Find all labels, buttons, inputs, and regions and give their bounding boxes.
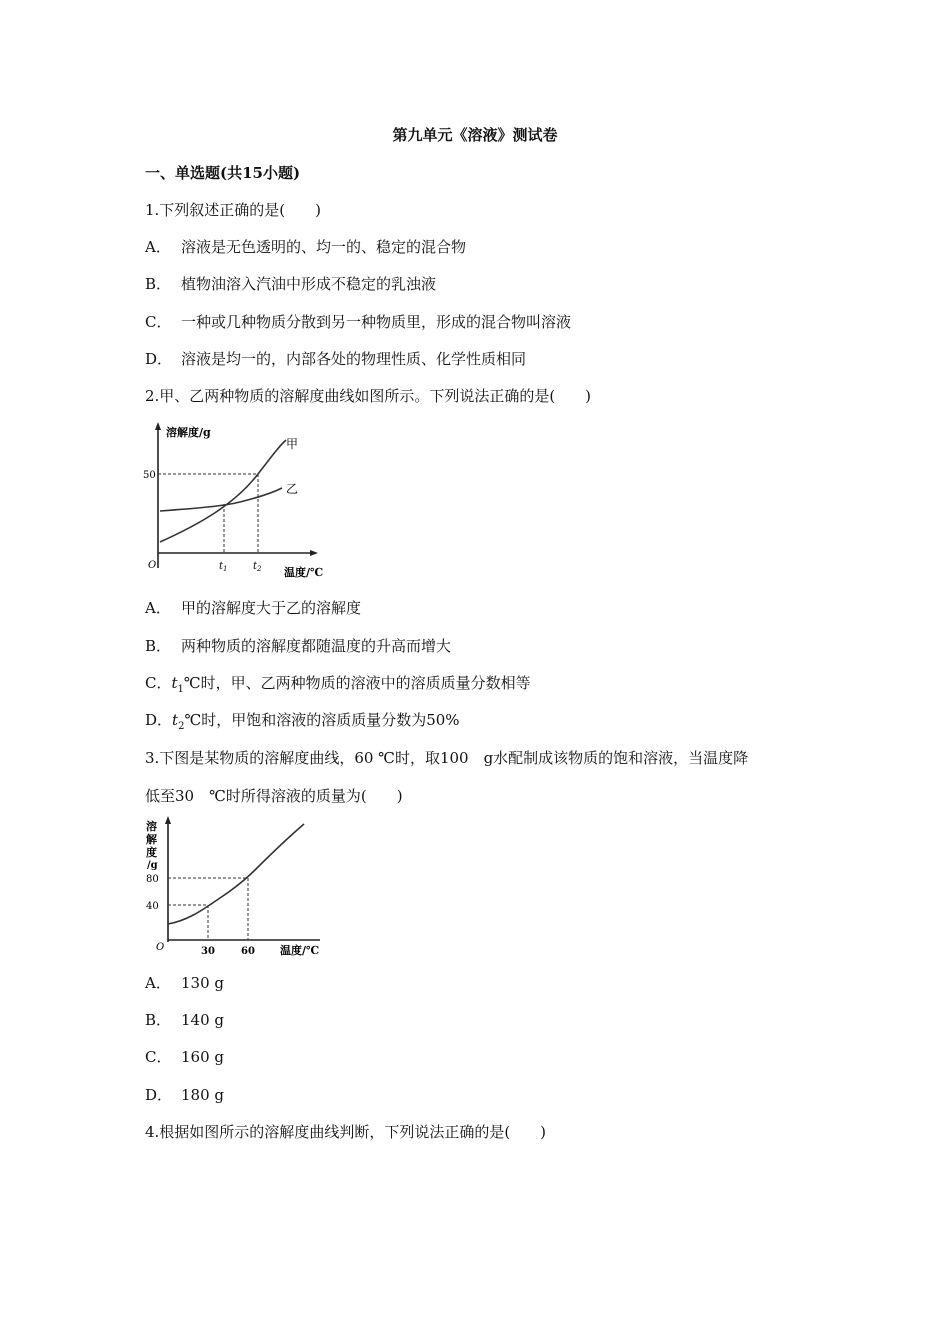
x-tick-60: 60 — [241, 946, 255, 957]
section-heading: 一、单选题(共15小题) — [145, 164, 301, 182]
option-text: 植物油溶入汽油中形成不稳定的乳浊液 — [181, 275, 437, 293]
page-title: 第九单元《溶液》测试卷 — [392, 126, 558, 144]
option-text: 130 g — [181, 974, 225, 992]
solubility-curve — [168, 824, 304, 924]
q2-option-a — [145, 597, 361, 618]
option-text: ℃时，甲饱和溶液的溶质质量分数为50% — [184, 711, 460, 729]
x-tick-t: t — [219, 561, 224, 572]
q3-option-d — [145, 1084, 224, 1105]
subscript: 2 — [178, 721, 185, 732]
q1-option-a — [145, 236, 466, 257]
option-letter: C． — [145, 313, 172, 331]
option-letter: D． — [145, 1086, 173, 1104]
y-axis-label: 溶解度/g — [166, 426, 211, 439]
q3-option-a — [145, 972, 224, 993]
option-letter: A． — [145, 599, 171, 617]
origin-label: O — [148, 560, 157, 571]
y-label-char: 溶 — [146, 820, 157, 833]
q1-option-d — [145, 348, 526, 369]
q2-option-b — [145, 635, 451, 656]
temperature-symbol: t — [172, 711, 179, 729]
x-axis-arrow — [310, 550, 318, 556]
temperature-symbol: t — [171, 674, 178, 692]
q3-option-c — [145, 1046, 224, 1067]
y-label-char: 解 — [146, 833, 157, 846]
q2-option-c — [145, 672, 531, 695]
x-tick-sub: 1 — [223, 565, 228, 573]
option-letter: A． — [145, 238, 171, 256]
option-letter: D． — [145, 711, 173, 729]
x-tick-30: 30 — [201, 946, 215, 957]
subscript: 1 — [177, 684, 184, 695]
curve-jia — [160, 440, 286, 542]
option-text: 180 g — [181, 1086, 225, 1104]
question-4-stem: 4.根据如图所示的溶解度曲线判断，下列说法正确的是( ) — [145, 1123, 547, 1141]
option-text: 一种或几种物质分散到另一种物质里，形成的混合物叫溶液 — [181, 313, 572, 331]
option-letter: C． — [145, 674, 172, 692]
y-axis-arrow — [165, 816, 171, 824]
question-1-stem: 1.下列叙述正确的是( ) — [145, 201, 322, 219]
option-letter: B． — [145, 1011, 172, 1029]
y-tick-40: 40 — [146, 901, 159, 912]
option-text: 140 g — [181, 1011, 225, 1029]
series-label-yi: 乙 — [286, 482, 299, 496]
x-tick-t: t — [253, 561, 258, 572]
x-tick-t1 — [219, 561, 228, 573]
x-axis-label: 温度/℃ — [284, 566, 324, 579]
option-letter: D． — [145, 350, 173, 368]
q2-option-d — [145, 709, 460, 732]
option-text: 溶液是无色透明的、均一的、稳定的混合物 — [181, 238, 467, 256]
option-letter: A． — [145, 974, 171, 992]
option-letter: B． — [145, 637, 172, 655]
y-axis-arrow — [155, 422, 161, 430]
option-text: 甲的溶解度大于乙的溶解度 — [181, 599, 362, 617]
option-letter: B． — [145, 275, 172, 293]
option-text: ℃时，甲、乙两种物质的溶液中的溶质质量分数相等 — [183, 674, 531, 692]
y-label-char: /g — [147, 860, 158, 871]
series-label-jia: 甲 — [286, 437, 299, 451]
y-tick-50: 50 — [143, 470, 156, 481]
y-tick-80: 80 — [146, 874, 159, 885]
curve-yi — [160, 488, 282, 511]
x-axis-label: 温度/℃ — [280, 944, 320, 957]
q1-option-c — [145, 311, 571, 332]
y-label-char: 度 — [146, 846, 157, 859]
q3-option-b — [145, 1009, 224, 1030]
q2-solubility-figure — [140, 418, 340, 583]
option-text: 溶液是均一的，内部各处的物理性质、化学性质相同 — [181, 350, 527, 368]
x-tick-sub: 2 — [257, 565, 262, 573]
option-text: 160 g — [181, 1048, 225, 1066]
q1-option-b — [145, 273, 436, 294]
option-letter: C． — [145, 1048, 172, 1066]
option-text: 两种物质的溶解度都随温度的升高而增大 — [181, 637, 452, 655]
question-2-stem: 2.甲、乙两种物质的溶解度曲线如图所示。下列说法正确的是( ) — [145, 387, 592, 405]
q3-solubility-figure — [140, 812, 340, 962]
question-3-stem-line2: 低至30 ℃时所得溶液的质量为( ) — [145, 787, 403, 805]
origin-label: O — [156, 942, 165, 953]
x-tick-t2 — [253, 561, 262, 573]
question-3-stem-line1: 3.下图是某物质的溶解度曲线，60 ℃时，取100 g水配制成该物质的饱和溶液，当温度降 — [145, 749, 749, 767]
